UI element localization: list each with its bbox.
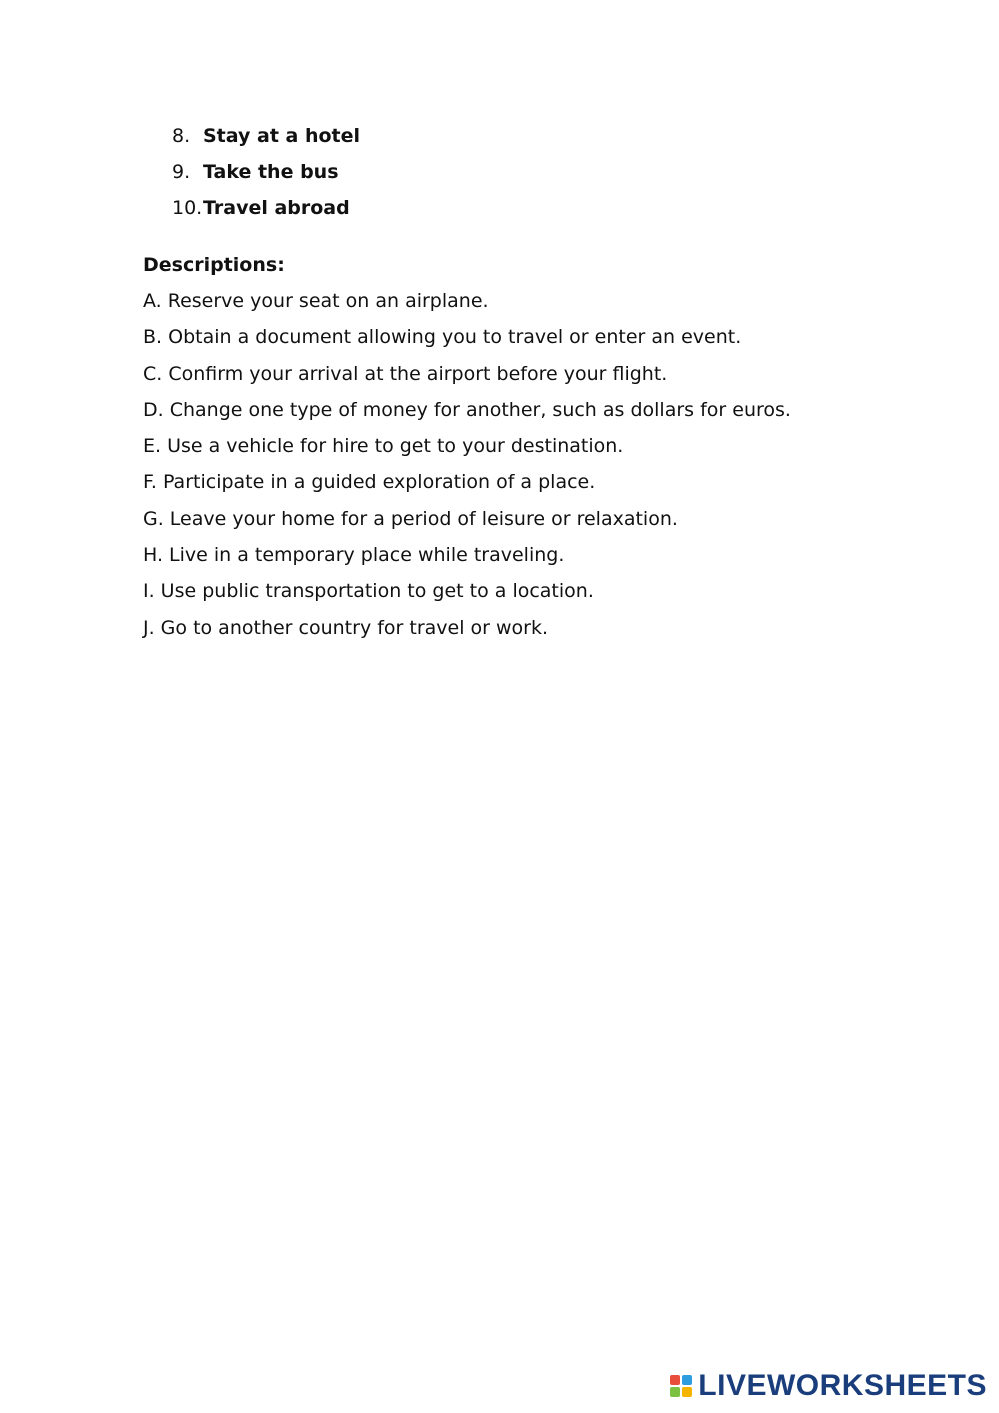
term-item: [172, 118, 360, 154]
term-label: Stay at a hotel: [203, 125, 361, 147]
liveworksheets-logo: [670, 1369, 987, 1403]
description-item: A. Reserve your seat on an airplane.: [143, 290, 489, 312]
logo-text: LIVEWORKSHEETS: [698, 1369, 987, 1402]
descriptions-section: [143, 250, 791, 649]
description-item: H. Live in a temporary place while traveling.: [143, 544, 565, 567]
logo-cell: [682, 1375, 692, 1385]
description-item: J. Go to another country for travel or work.: [143, 616, 549, 639]
term-number: 10.: [172, 197, 203, 219]
term-number: 9.: [172, 161, 191, 183]
term-number: 8.: [172, 125, 191, 147]
description-item: C. Confirm your arrival at the airport before your flight.: [143, 362, 668, 385]
logo-cell: [670, 1387, 680, 1397]
term-list: [172, 118, 360, 226]
description-item: F. Participate in a guided exploration of a place.: [143, 471, 596, 494]
term-label: Take the bus: [203, 161, 339, 183]
description-item: D. Change one type of money for another, such as dollars for euros.: [143, 398, 791, 421]
description-item: G. Leave your home for a period of leisure or relaxation.: [143, 507, 678, 530]
descriptions-heading: Descriptions:: [143, 254, 285, 276]
term-item: [172, 154, 360, 190]
description-item: I. Use public transportation to get to a location.: [143, 580, 594, 603]
logo-cell: [682, 1387, 692, 1397]
description-item: E. Use a vehicle for hire to get to your destination.: [143, 435, 624, 458]
logo-mark-icon: [670, 1375, 692, 1397]
description-item: B. Obtain a document allowing you to travel or enter an event.: [143, 326, 742, 349]
logo-cell: [670, 1375, 680, 1385]
term-item: [172, 190, 360, 226]
term-label: Travel abroad: [203, 197, 350, 219]
